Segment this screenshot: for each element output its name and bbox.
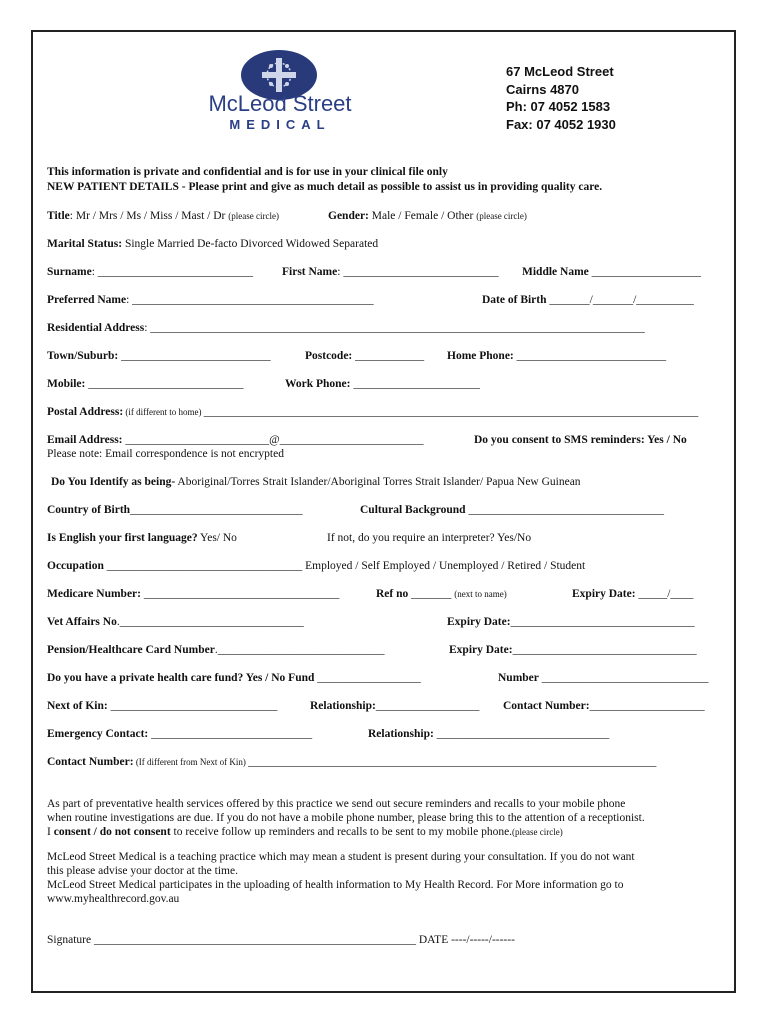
medicare-label: Medicare Number: xyxy=(47,588,141,600)
cultural-input[interactable]: __________________________________ xyxy=(465,504,664,516)
consent-circle-note: (please circle) xyxy=(512,827,563,837)
english-row xyxy=(47,532,237,544)
cultural-field xyxy=(360,504,664,516)
ref-note: (next to name) xyxy=(454,589,507,599)
address-fax: Fax: 07 4052 1930 xyxy=(506,116,616,132)
english-label: Is English your first language? xyxy=(47,532,198,544)
signature-input[interactable]: ________________________________________________________ xyxy=(93,934,416,946)
emergency-contact-label: Emergency Contact: xyxy=(47,728,149,740)
logo-subtitle: MEDICAL xyxy=(229,117,331,132)
work-phone-input[interactable]: ______________________ xyxy=(350,378,480,390)
residential-input[interactable]: : ______________________________________________________________________________________ xyxy=(144,322,645,334)
emergency-relationship-label: Relationship: xyxy=(368,728,434,740)
kin-contact-field xyxy=(503,700,705,712)
privacy-notice: This information is private and confidential and is for use in your clinical file only xyxy=(47,166,448,178)
mobile-input[interactable]: ___________________________ xyxy=(85,378,244,390)
occupation-input[interactable]: __________________________________ xyxy=(103,560,303,572)
mobile-label: Mobile: xyxy=(47,378,86,390)
medicare-expiry-field xyxy=(572,588,693,600)
preventative-paragraph xyxy=(47,797,727,839)
kin-contact-input[interactable]: ____________________ xyxy=(589,700,705,712)
title-circle-note: (please circle) xyxy=(228,211,279,221)
gender-row xyxy=(328,210,527,222)
employment-options[interactable]: Employed / Self Employed / Unemployed / Retired / Student xyxy=(302,560,586,572)
dob-input[interactable]: _______/_______/__________ xyxy=(546,294,694,306)
first-name-label: First Name xyxy=(282,266,338,278)
email-label: Email Address: xyxy=(47,434,123,446)
signature-date[interactable]: DATE ----/-----/------ xyxy=(415,934,515,946)
kin-relationship-label: Relationship: xyxy=(310,700,376,712)
ref-label: Ref no xyxy=(376,588,409,600)
english-options[interactable]: Yes/ No xyxy=(197,532,237,544)
marital-label: Marital Status: xyxy=(47,238,123,250)
work-phone-label: Work Phone: xyxy=(285,378,351,390)
fund-number-input[interactable]: _____________________________ xyxy=(538,672,709,684)
medicare-field xyxy=(47,588,339,600)
postal-note: (if different to home) xyxy=(123,407,204,417)
practice-logo xyxy=(175,48,385,133)
postal-input[interactable]: ______________________________________________________________________________________ xyxy=(203,406,699,418)
email-input[interactable]: _________________________@_________________________ xyxy=(122,434,424,446)
emergency-relationship-input[interactable]: ______________________________ xyxy=(433,728,610,740)
dob-field xyxy=(482,294,694,306)
vet-affairs-input[interactable]: .________________________________ xyxy=(116,616,304,628)
identify-row xyxy=(51,476,581,488)
preventative-line-1: As part of preventative health services offered by this practice we send out secure reminders and recalls to your mobile phone xyxy=(47,798,626,810)
marital-row xyxy=(47,238,378,250)
signature-row xyxy=(47,934,515,946)
contact-number-label: Contact Number: xyxy=(47,756,134,768)
occupation-field xyxy=(47,560,585,572)
title-options[interactable]: : Mr / Mrs / Ms / Miss / Mast / Dr xyxy=(69,210,229,222)
surname-input[interactable]: : ___________________________ xyxy=(91,266,254,278)
pension-expiry-field xyxy=(449,644,697,656)
teaching-line-2: this please advise your doctor at the time. xyxy=(47,865,238,877)
health-fund-input[interactable]: __________________ xyxy=(314,672,421,684)
town-field xyxy=(47,350,271,362)
teaching-line-3: McLeod Street Medical participates in the uploading of health information to My Health Record. For More information go to xyxy=(47,879,624,891)
town-label: Town/Suburb: xyxy=(47,350,119,362)
pension-input[interactable]: ._____________________________ xyxy=(214,644,385,656)
emergency-relationship-field xyxy=(368,728,609,740)
preventative-line-3 xyxy=(47,825,727,839)
gender-circle-note: (please circle) xyxy=(476,211,527,221)
gender-label: Gender: xyxy=(328,210,369,222)
town-input[interactable]: __________________________ xyxy=(118,350,271,362)
mobile-field xyxy=(47,378,243,390)
postal-label: Postal Address: xyxy=(47,406,124,418)
middle-name-label: Middle Name xyxy=(522,266,589,278)
preferred-name-field xyxy=(47,294,374,306)
residential-field xyxy=(47,322,645,334)
occupation-label: Occupation xyxy=(47,560,104,572)
consent-prefix: I xyxy=(47,826,54,838)
practice-address xyxy=(506,63,616,133)
gender-options[interactable]: Male / Female / Other xyxy=(368,210,477,222)
cultural-label: Cultural Background xyxy=(360,504,466,516)
pension-label: Pension/Healthcare Card Number xyxy=(47,644,215,656)
dob-label: Date of Birth xyxy=(482,294,547,306)
emergency-contact-field xyxy=(47,728,312,740)
health-fund-field xyxy=(47,672,421,684)
postcode-input[interactable]: ____________ xyxy=(352,350,425,362)
emergency-contact-input[interactable]: ____________________________ xyxy=(148,728,313,740)
middle-name-field xyxy=(522,266,701,278)
home-phone-field xyxy=(447,350,666,362)
marital-options[interactable]: Single Married De-facto Divorced Widowed Separated xyxy=(122,238,379,250)
fund-number-field xyxy=(498,672,709,684)
next-of-kin-label: Next of Kin: xyxy=(47,700,108,712)
residential-label: Residential Address xyxy=(47,322,145,334)
preferred-name-label: Preferred Name xyxy=(47,294,127,306)
email-field xyxy=(47,434,423,446)
first-name-input[interactable]: : ___________________________ xyxy=(337,266,499,278)
next-of-kin-field xyxy=(47,700,277,712)
teaching-paragraph xyxy=(47,850,727,906)
first-name-field xyxy=(282,266,499,278)
work-phone-field xyxy=(285,378,480,390)
home-phone-label: Home Phone: xyxy=(447,350,514,362)
pension-expiry-label: Expiry Date: xyxy=(449,644,513,656)
surname-field xyxy=(47,266,253,278)
pension-expiry-input[interactable]: ________________________________ xyxy=(512,644,697,656)
title-row xyxy=(47,210,279,222)
postcode-field xyxy=(305,350,424,362)
postcode-label: Postcode: xyxy=(305,350,353,362)
middle-name-input[interactable]: ___________________ xyxy=(588,266,701,278)
kin-relationship-input[interactable]: __________________ xyxy=(375,700,480,712)
kin-contact-label: Contact Number: xyxy=(503,700,590,712)
logo-name: McLeod Street xyxy=(208,91,352,116)
consent-text: to receive follow up reminders and recalls to be sent to my mobile phone. xyxy=(170,826,513,838)
consent-choice[interactable]: consent / do not consent xyxy=(53,826,171,838)
medicare-expiry-input[interactable]: _____/____ xyxy=(635,588,694,600)
fund-number-label: Number xyxy=(498,672,539,684)
surname-label: Surname xyxy=(47,266,92,278)
next-of-kin-input[interactable]: _____________________________ xyxy=(107,700,278,712)
contact-number-note: (If different from Next of Kin) xyxy=(133,757,249,767)
signature-label: Signature xyxy=(47,934,94,946)
pension-field xyxy=(47,644,384,656)
address-street: 67 McLeod Street xyxy=(506,64,614,79)
preferred-name-input[interactable]: : __________________________________________ xyxy=(126,294,374,306)
preventative-line-2: when routine investigations are due. If you do not have a mobile phone number, please bring this to the attention of a receptionist. xyxy=(47,812,645,824)
title-label: Title xyxy=(47,210,70,222)
vet-expiry-field xyxy=(447,616,695,628)
country-field xyxy=(47,504,303,516)
health-record-link[interactable]: www.myhealthrecord.gov.au xyxy=(47,893,180,905)
contact-number-field xyxy=(47,756,656,768)
form-heading: NEW PATIENT DETAILS - Please print and give as much detail as possible to assist us in providing quality care. xyxy=(47,181,603,193)
vet-expiry-label: Expiry Date: xyxy=(447,616,511,628)
sms-consent[interactable]: Do you consent to SMS reminders: Yes / No xyxy=(474,434,687,446)
kin-relationship-field xyxy=(310,700,479,712)
identify-options[interactable]: Aboriginal/Torres Strait Islander/Aboriginal Torres Strait Islander/ Papua New Guinean xyxy=(175,476,581,488)
contact-number-input[interactable]: _______________________________________________________________________ xyxy=(248,756,657,768)
country-label: Country of Birth xyxy=(47,504,131,516)
ref-input[interactable]: _______ xyxy=(408,588,455,600)
vet-affairs-field xyxy=(47,616,304,628)
medicare-expiry-label: Expiry Date: xyxy=(572,588,636,600)
country-input[interactable]: ______________________________ xyxy=(130,504,303,516)
postal-field xyxy=(47,406,698,418)
home-phone-input[interactable]: __________________________ xyxy=(513,350,667,362)
address-city: Cairns 4870 xyxy=(506,81,579,97)
email-note: Please note: Email correspondence is not encrypted xyxy=(47,448,284,460)
medicare-input[interactable]: __________________________________ xyxy=(141,588,340,600)
vet-affairs-label: Vet Affairs No xyxy=(47,616,117,628)
address-phone: Ph: 07 4052 1583 xyxy=(506,99,611,114)
identify-label: Do You Identify as being- xyxy=(51,476,176,488)
teaching-line-1: McLeod Street Medical is a teaching practice which may mean a student is present during your consultation. If you do not want xyxy=(47,851,635,863)
ref-field xyxy=(376,588,507,600)
health-fund-label: Do you have a private health care fund? Yes / No Fund xyxy=(47,672,315,684)
vet-expiry-input[interactable]: ________________________________ xyxy=(510,616,695,628)
interpreter-question[interactable]: If not, do you require an interpreter? Yes/No xyxy=(327,532,532,544)
